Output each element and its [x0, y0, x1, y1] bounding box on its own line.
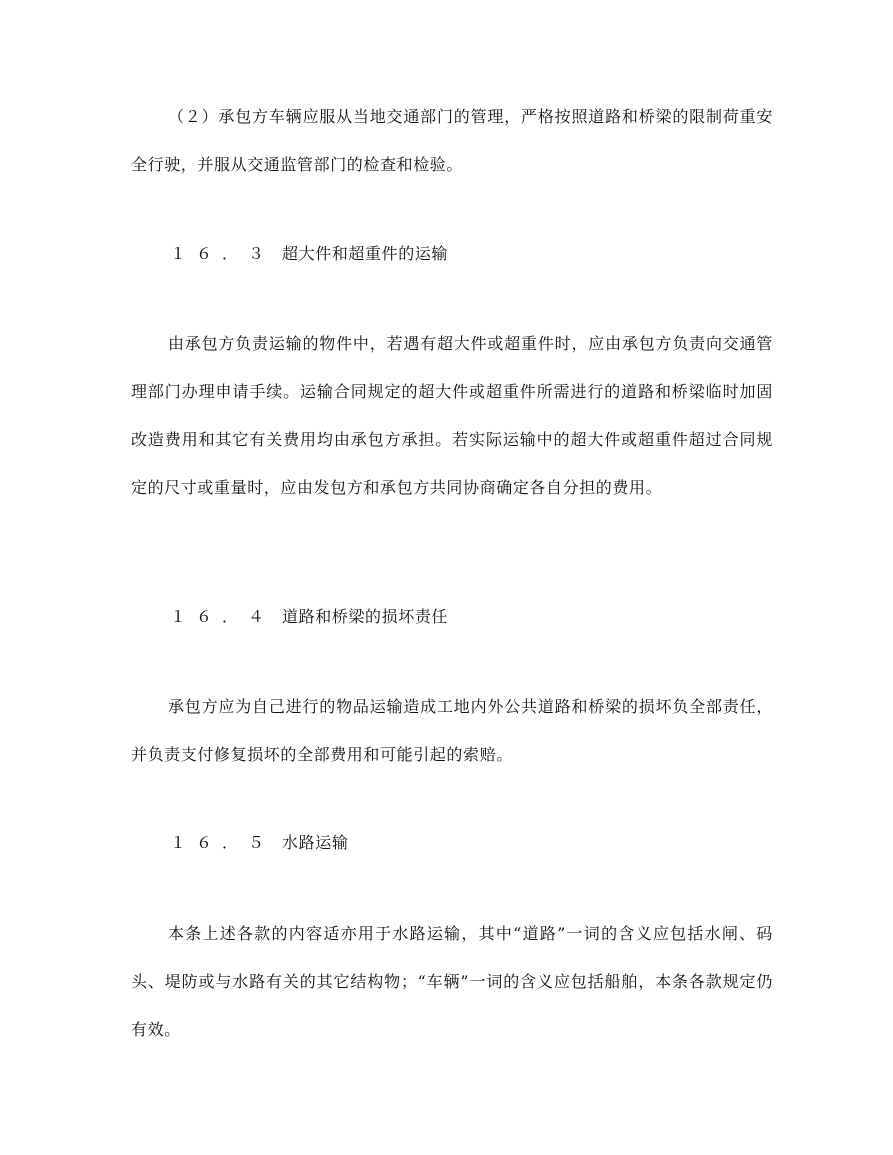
- section-number: １６．４: [170, 607, 275, 626]
- section-title: 道路和桥梁的损坏责任: [282, 607, 449, 626]
- section-title: 水路运输: [282, 833, 349, 852]
- section-number: １６．５: [170, 833, 275, 852]
- section-number: １６．３: [170, 244, 275, 263]
- section-heading-16-4: [170, 605, 448, 629]
- paragraph-water-transport: 本条上述各款的内容适亦用于水路运输，其中“道路”一词的含义应包括水闸、码头、堤防或与水路有关的其它结构物；“车辆”一词的含义应包括船舶，本条各款规定仍有效。: [131, 924, 773, 1039]
- paragraph-oversize-transport: 由承包方负责运输的物件中，若遇有超大件或超重件时，应由承包方负责向交通管理部门办理申请手续。运输合同规定的超大件或超重件所需进行的道路和桥梁临时加固改造费用和其它有关费用均由承包方承担。若实际运输中的超大件或超重件超过合同规定的尺寸或重量时，应由发包方和承包方共同协商确定各自分担的费用。: [131, 334, 773, 497]
- paragraph-damage-liability: 承包方应为自己进行的物品运输造成工地内外公共道路和桥梁的损坏负全部责任，并负责支付修复损坏的全部费用和可能引起的索赔。: [131, 697, 773, 764]
- section-title: 超大件和超重件的运输: [282, 244, 449, 263]
- paragraph-vehicle-compliance: （２）承包方车辆应服从当地交通部门的管理，严格按照道路和桥梁的限制荷重安全行驶，并服从交通监管部门的检查和检验。: [131, 107, 773, 174]
- section-heading-16-5: [170, 831, 348, 855]
- section-heading-16-3: [170, 242, 448, 266]
